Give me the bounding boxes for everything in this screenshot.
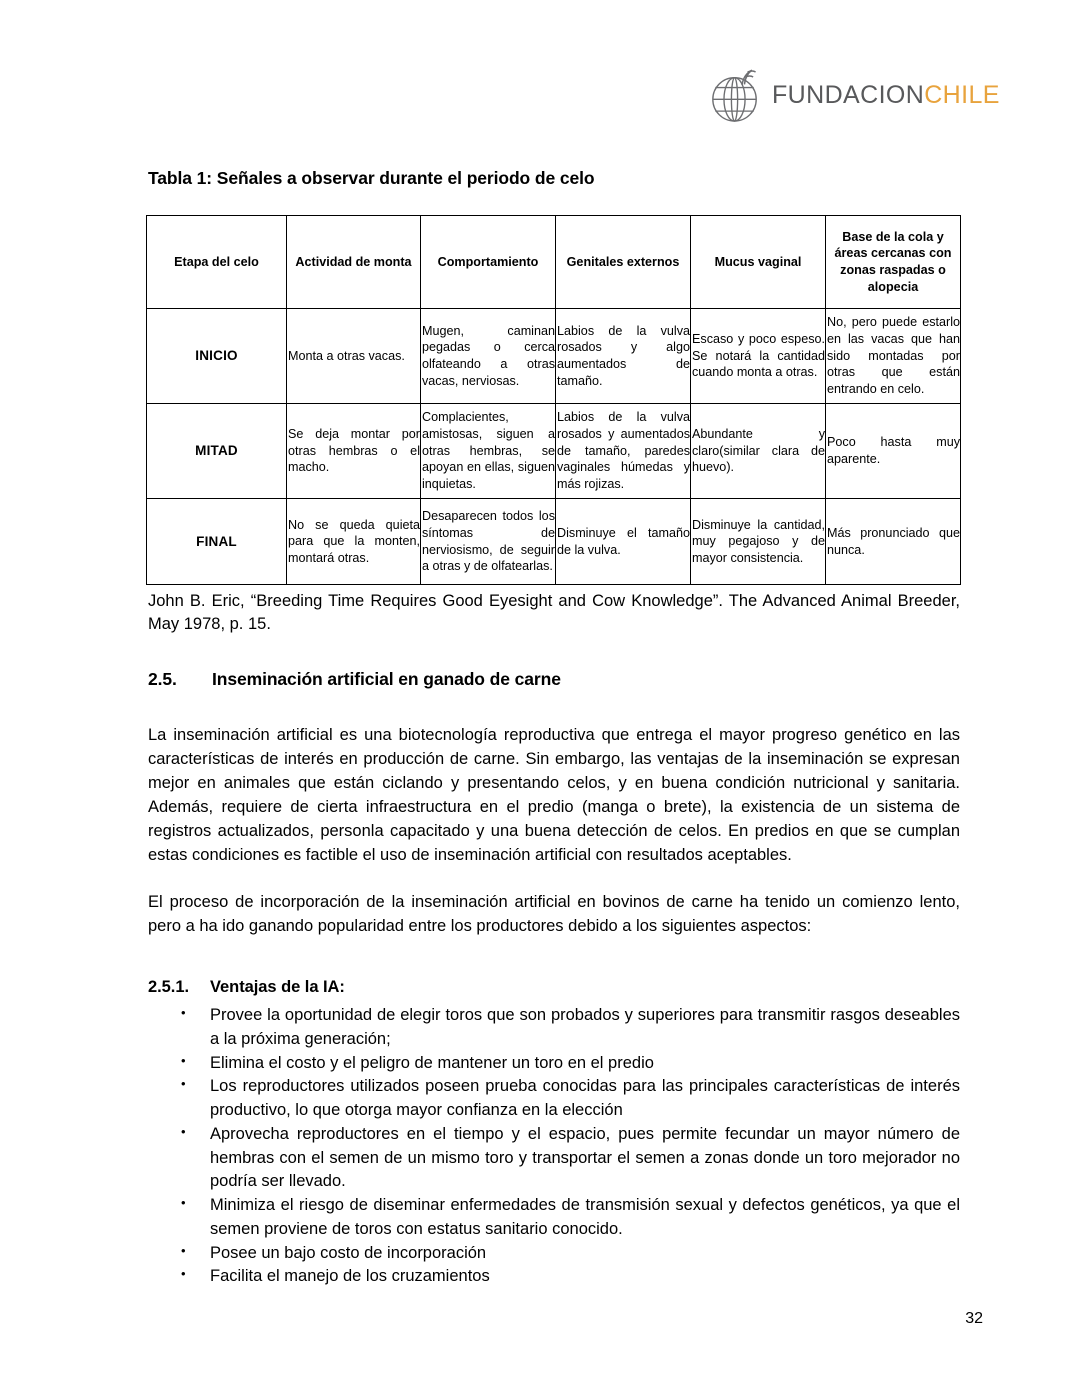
table-row [147,404,961,499]
cell-genitales [556,404,691,499]
list-item-text: Facilita el manejo de los cruzamientos [210,1267,490,1286]
logo-wordmark [772,81,1000,110]
cell-text: No se queda quieta para que la monten, montará otras. [288,517,420,565]
list-item-text: Elimina el costo y el peligro de mantener un toro en el predio [210,1053,654,1072]
subsection-heading-2-5-1 [148,978,345,997]
cell-mucus [691,404,826,499]
cell-text: Se deja montar por otras hembras o el macho. [288,427,420,475]
cell-text: Más pronunciado que nunca. [827,525,960,557]
fundacion-chile-logo [706,62,1000,128]
bullet-icon: • [181,1266,186,1282]
cell-actividad [287,309,421,404]
cell-text: Mugen, caminan pegadas o cerca olfateando a otras vacas, nerviosas. [422,323,555,388]
bullet-icon: • [181,1242,186,1258]
cell-genitales [556,309,691,404]
cell-text: Poco hasta muy aparente. [827,435,960,466]
paragraph-1: La inseminación artificial es una biotecnología reproductiva que entrega el mayor progreso genético en las características de interés en producción de carne. Sin embargo, las ventajas de la inseminación se expresan mejor en animales que están ciclando y presentando celos, y en buena condición nutricional y sanitaria. Además, requiere de cierta infraestructura en el predio (manga o brete), la existencia de un sistema de registros actualizados, personla capacitado y una buena detección de celos. En predios en que se cumplan estas condiciones es factible el uso de inseminación artificial con resultados aceptables. [148,726,960,864]
cell-base-cola [826,309,961,404]
list-item-text: Los reproductores utilizados poseen prueba conocidas para las principales características de interés productivo, lo que otorga mayor confianza en la elección [210,1077,960,1119]
list-item [148,1052,960,1076]
column-header-mucus: Mucus vaginal [691,216,826,309]
advantages-list [148,1004,960,1289]
bullet-icon: • [181,1123,186,1139]
section-title: Inseminación artificial en ganado de carne [212,669,561,689]
cell-stage: FINAL [147,499,287,585]
cell-text: No, pero puede estarlo en las vacas que han sido montadas por otras que están entrando en celo. [827,315,960,396]
column-header-base-cola: Base de la cola y áreas cercanas con zonas raspadas o alopecia [826,216,961,309]
cell-text: Monta a otras vacas. [288,348,405,363]
section-heading-2-5 [148,669,561,690]
cell-text: Escaso y poco espeso. Se notará la cantidad cuando monta a otras. [692,332,825,380]
list-item-text: Posee un bajo costo de incorporación [210,1243,487,1262]
table-source-citation: John B. Eric, “Breeding Time Requires Good Eyesight and Cow Knowledge”. The Advanced Animal Breeder, May 1978, p. 15. [148,592,960,634]
list-item [148,1123,960,1194]
cell-text: Labios de la vulva rosados y algo aumentados de tamaño. [557,323,690,388]
logo-text-accent: CHILE [924,80,1000,109]
list-item [148,1004,960,1052]
column-header-comportamiento: Comportamiento [421,216,556,309]
cell-text: Labios de la vulva rosados y aumentados de tamaño, paredes vaginales húmedas y más rojizas. [557,410,690,491]
table-header-row [147,216,961,309]
bullet-icon: • [181,1076,186,1092]
list-item [148,1265,960,1289]
cell-text: Abundante y claro(similar clara de huevo). [692,427,825,475]
column-header-genitales: Genitales externos [556,216,691,309]
cell-comportamiento [421,404,556,499]
bullet-icon: • [181,1052,186,1068]
cell-genitales [556,499,691,585]
cell-actividad [287,404,421,499]
cell-text: Desaparecen todos los síntomas de nerviosismo, de seguir a otras y de olfatearlas. [422,509,555,574]
subsection-title: Ventajas de la IA: [210,978,345,996]
table-caption: Tabla 1: Señales a observar durante el periodo de celo [148,168,595,188]
column-header-etapa: Etapa del celo [147,216,287,309]
cell-text: Disminuye el tamaño de la vulva. [557,525,690,557]
cell-mucus [691,499,826,585]
cell-mucus [691,309,826,404]
list-item [148,1194,960,1242]
cell-text: Disminuye la cantidad, muy pegajoso y de mayor consistencia. [692,517,825,565]
globe-icon [706,64,768,126]
column-header-actividad: Actividad de monta [287,216,421,309]
cell-comportamiento [421,499,556,585]
logo-text-primary: FUNDACION [772,80,925,109]
list-item-text: Aprovecha reproductores en el tiempo y el espacio, pues permite fecundar un mayor número de hembras con el semen de un mismo toro y transportar el semen a zonas donde un toro mejorador no podría ser llevado. [210,1124,960,1191]
bullet-icon: • [181,1195,186,1210]
list-item [148,1242,960,1266]
cell-text: Complacientes, amistosas, siguen a otras hembras, se apoyan en ellas, siguen inquietas. [422,410,555,491]
paragraph-2: El proceso de incorporación de la inseminación artificial en bovinos de carne ha tenido un comienzo lento, pero a ha ido ganando popularidad entre los productores debido a los siguientes aspectos: [148,893,960,935]
table-row [147,309,961,404]
cell-stage: MITAD [147,404,287,499]
cell-stage: INICIO [147,309,287,404]
list-item-text: Minimiza el riesgo de diseminar enfermedades de transmisión sexual y defectos genéticos, ya que el semen proviene de toros con estatus sanitario conocido. [210,1196,960,1238]
section-number: 2.5. [148,669,177,689]
list-item [148,1075,960,1123]
cell-actividad [287,499,421,585]
cell-comportamiento [421,309,556,404]
signals-table [146,215,961,585]
subsection-number: 2.5.1. [148,978,189,996]
list-item-text: Provee la oportunidad de elegir toros que son probados y superiores para transmitir rasgos deseables a la próxima generación; [210,1006,960,1048]
cell-base-cola [826,404,961,499]
cell-base-cola [826,499,961,585]
table-row [147,499,961,585]
page-number: 32 [965,1310,983,1327]
bullet-icon: • [181,1005,186,1020]
